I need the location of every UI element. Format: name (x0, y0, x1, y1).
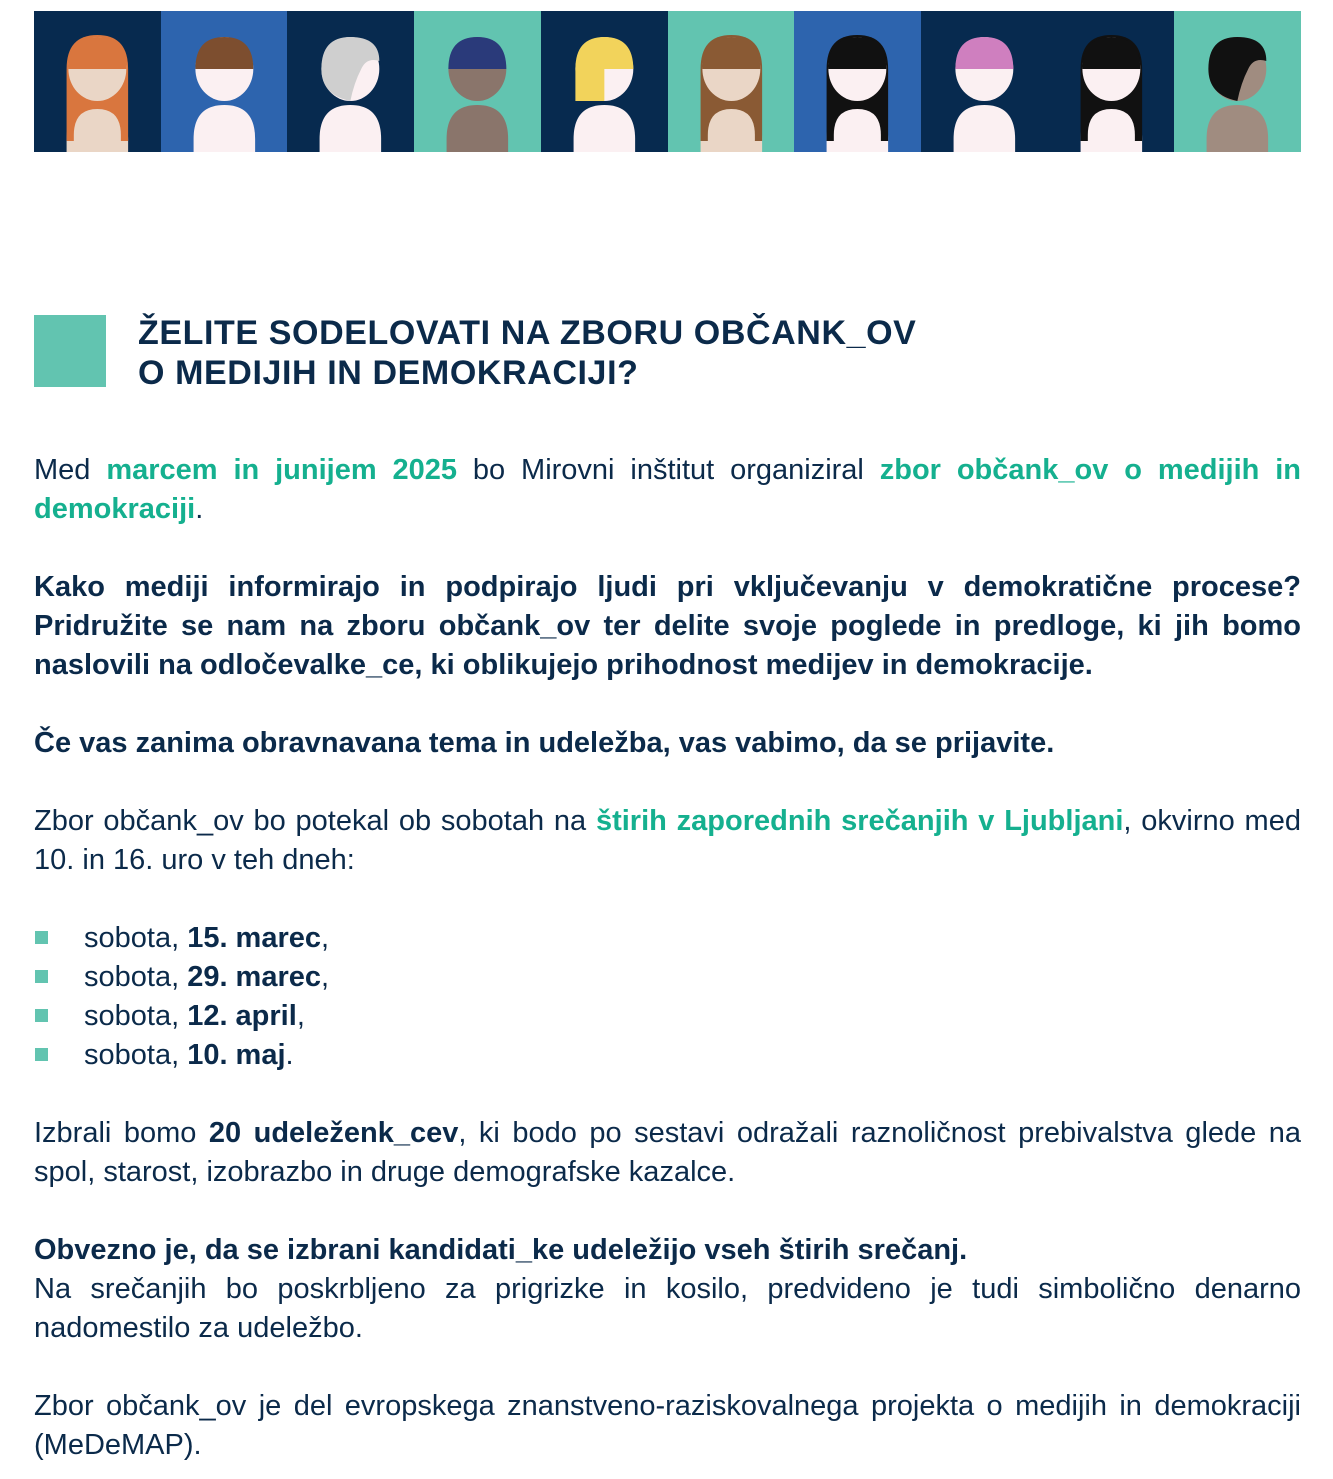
text: sobota, (84, 922, 188, 954)
text: . (195, 493, 204, 525)
invite-paragraph: Če vas zanima obravnavana tema in udeležba, vas vabimo, da se prijavite. (34, 727, 1055, 759)
date: 12. april (187, 1000, 297, 1032)
bullet-square-icon (35, 1048, 48, 1061)
text: Na srečanjih bo poskrbljeno za prigrizke in kosilo, predvideno je tudi simbolično denarno nadomestilo za udeležbo. (34, 1273, 1301, 1344)
text: Izbrali bomo (34, 1117, 209, 1149)
people-banner (34, 11, 1301, 152)
highlight-meetings: štirih zaporednih srečanjih v Ljubljani (595, 805, 1124, 837)
text: , (321, 922, 330, 954)
bullet-square-icon (35, 970, 48, 983)
dates-list (34, 919, 1301, 1075)
person-figure-icon (541, 11, 668, 152)
person-figure-icon (1174, 11, 1301, 152)
text: Zbor občank_ov bo potekal ob sobotah na (34, 805, 596, 837)
bullet-square-icon (35, 1009, 48, 1022)
list-item (34, 919, 1301, 958)
text: , (321, 961, 330, 993)
text: , okvirno med 10. in 16. uro v teh dneh: (34, 805, 1301, 876)
person-figure-icon (161, 11, 288, 152)
heading-square-icon (34, 315, 106, 387)
participants-count: 20 udeleženk_cev (208, 1117, 459, 1149)
text: sobota, (84, 961, 188, 993)
highlight-event: zbor občank_ov o medijih in demokraciji (34, 454, 1301, 525)
title-line-2: O MEDIJIH IN DEMOKRACIJI? (138, 354, 639, 392)
text: Med (34, 454, 107, 486)
person-figure-icon (668, 11, 795, 152)
text: sobota, (84, 1000, 188, 1032)
list-item (34, 997, 1301, 1036)
title-line-1: ŽELITE SODELOVATI NA ZBORU OBČANK_OV (138, 314, 917, 352)
text: bo Mirovni inštitut organiziral (457, 454, 880, 486)
text: . (285, 1039, 294, 1071)
person-figure-icon (287, 11, 414, 152)
list-item (34, 958, 1301, 997)
text: sobota, (84, 1039, 188, 1071)
person-figure-icon (1048, 11, 1175, 152)
obligation-paragraph (34, 1231, 1301, 1348)
list-item (34, 1036, 1301, 1075)
selection-paragraph (34, 1114, 1301, 1192)
text: , (296, 1000, 305, 1032)
date: 15. marec (187, 922, 322, 954)
person-figure-icon (921, 11, 1048, 152)
project-paragraph: Zbor občank_ov je del evropskega znanstveno-raziskovalnega projekta o medijih in demokraciji (MeDeMAP). (34, 1390, 1301, 1461)
schedule-paragraph (34, 802, 1301, 880)
date: 10. maj (187, 1039, 286, 1071)
highlight-dates: marcem in junijem 2025 (106, 454, 458, 486)
bullet-square-icon (35, 931, 48, 944)
page-title (138, 313, 916, 393)
person-figure-icon (414, 11, 541, 152)
date: 29. marec (187, 961, 322, 993)
person-figure-icon (794, 11, 921, 152)
question-paragraph: Kako mediji informirajo in podpirajo ljudi pri vključevanju v demokratične procese? Pridružite se nam na zboru občank_ov ter delite svoje poglede in predloge, ki jih bomo naslovili na odločevalke_ce, ki oblikujejo prihodnost medijev in demokracije. (34, 571, 1301, 681)
person-figure-icon (34, 11, 161, 152)
text: , ki bodo po sestavi odražali raznoličnost prebivalstva glede na spol, starost, izobrazbo in druge demografske kazalce. (34, 1117, 1302, 1188)
intro-paragraph (34, 451, 1301, 529)
obligation-text: Obvezno je, da se izbrani kandidati_ke udeležijo vseh štirih srečanj. (34, 1234, 968, 1266)
